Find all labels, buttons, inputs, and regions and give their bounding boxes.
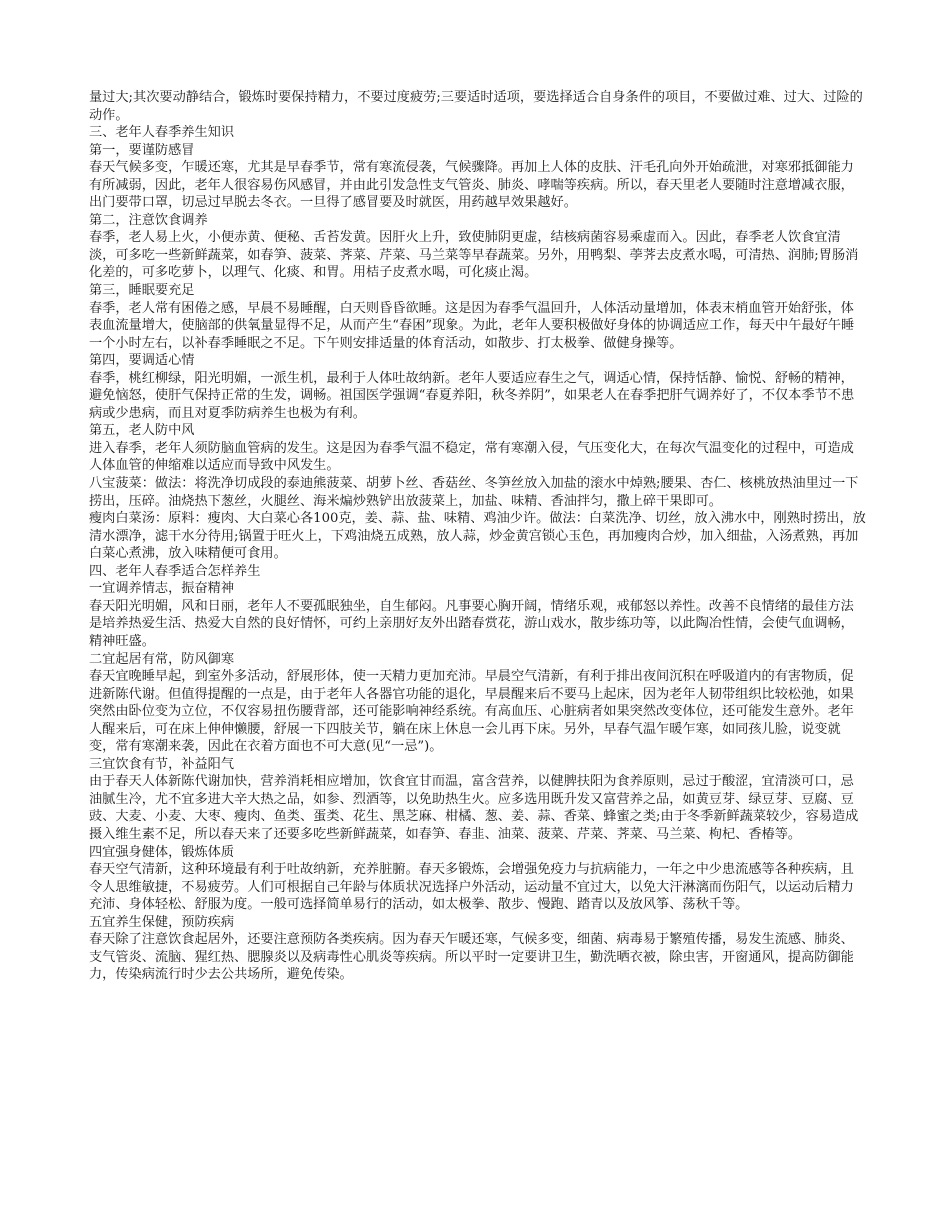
paragraph-sleep: 春季，老人常有困倦之感，早晨不易睡醒，白天则昏昏欲睡。这是因为春季气温回升，人体活动量增加，体表末梢血管开始舒张，体表血流量增大，使脑部的供氧量显得不足，从而产生“春困”现象。为此，老年人要积极做好身体的协调适应工作，每天中午最好午睡一个小时左右，以补春季睡眠之不足。下午则安排适量的体育活动，如散步、打太极拳、做健身操等。 — [89, 300, 855, 351]
subheading-cold: 第一，要谨防感冒 — [89, 142, 195, 158]
paragraph-routine: 春天宜晚睡早起，到室外多活动，舒展形体，使一天精力更加充沛。早晨空气清新，有利于排出夜间沉积在呼吸道内的有害物质，促进新陈代谢。但值得提醒的一点是，由于老年人各器官功能的退化，早晨醒来后不要马上起床，因为老年人韧带组织比较松弛，如果突然由卧位变为立位，不仅容易扭伤腰背部，还可能影响神经系统。有高血压、心脏病者如果突然改变体位，还可能发生意外。老年人醒来后，可在床上伸伸懒腰，舒展一下四肢关节，躺在床上休息一会儿再下床。另外，早春气温乍暖乍寒，如同孩儿脸，说变就变，常有寒潮来袭，因此在衣着方面也不可大意(见“一忌”)。 — [89, 669, 854, 755]
paragraph-fitness: 春天空气清新，这种环境最有利于吐故纳新，充养脏腑。春天多锻炼，会增强免疫力与抗病能力，一年之中少患流感等各种疾病，且令人思维敏捷，不易疲劳。人们可根据自己年龄与体质状况选择户外活动，运动量不宜过大，以免大汗淋漓而伤阳气，以运动后精力充沛、身体轻松、舒服为度。一般可选择简单易行的活动，如太极拳、散步、慢跑、踏青以及放风筝、荡秋千等。 — [89, 862, 854, 913]
subheading-food: 三宜饮食有节，补益阳气 — [89, 756, 235, 772]
paragraph-recipe-soup: 瘦肉白菜汤：原料：瘦肉、大白菜心各100克，姜、蒜、盐、味精、鸡油少许。做法：白菜洗净、切丝，放入沸水中，刚熟时捞出，放清水漂净，滤干水分待用;锅置于旺火上，下鸡油烧五成熟，放人蒜，炒金黄宫锁心玉色，再加瘦肉合炒，加入细盐，入汤煮熟，再加白菜心煮沸，放入味精便可食用。 — [89, 511, 866, 562]
paragraph-mood: 春季，桃红柳绿，阳光明媚，一派生机，最利于人体吐故纳新。老年人要适应春生之气，调适心情，保持恬静、愉悦、舒畅的精神，避免恼怒，使肝气保持正常的生发，调畅。祖国医学强调“春夏养阳，秋冬养阴”，如果老人在春季把肝气调养好了，不仅本季节不患病或少患病，而且对夏季防病养生也极为有利。 — [89, 370, 855, 421]
subheading-routine: 二宜起居有常，防风御寒 — [89, 651, 235, 667]
paragraph-cold: 春天气候多变，乍暖还寒，尤其是早春季节，常有寒流侵袭，气候骤降。再加上人体的皮肤、汗毛孔向外开始疏泄，对寒邪抵御能力有所减弱，因此，老年人很容易伤风感冒，并由此引发急性支气管炎、肺炎、哮喘等疾病。所以，春天里老人要随时注意增减衣服，出门要带口罩，切忌过早脱去冬衣。一旦得了感冒要及时就医，用药越早效果越好。 — [89, 160, 854, 211]
subheading-prevention: 五宜养生保健，预防疾病 — [89, 914, 235, 930]
paragraph-stroke: 进入春季，老年人须防脑血管病的发生。这是因为春季气温不稳定，常有寒潮入侵，气压变化大，在每次气温变化的过程中，可造成人体血管的伸缩难以适应而导致中风发生。 — [89, 440, 854, 474]
paragraph-exercise-advice: 量过大;其次要动静结合，锻炼时要保持精力，不要过度疲劳;三要适时适项，要选择适合自身条件的项目，不要做过难、过大、过险的动作。 — [89, 90, 863, 123]
paragraph-diet: 春季，老人易上火，小便赤黄、便秘、舌苔发黄。因肝火上升，致使肺阴更虚，结核病菌容易乘虚而入。因此，春季老人饮食宜清淡，可多吃一些新鲜蔬菜，如春笋、菠菜、荠菜、芹菜、马兰菜等早春蔬菜。另外，用鸭梨、荸荠去皮煮水喝，可清热、润肺;胃肠消化差的，可多吃萝卜，以理气、化痰、和胃。用桔子皮煮水喝，可化痰止渴。 — [89, 230, 859, 281]
paragraph-emotion: 春天阳光明媚，风和日丽，老年人不要孤眠独坐，自生郁闷。凡事要心胸开阔，情绪乐观，戒郁怒以养性。改善不良情绪的最佳方法是培养热爱生活、热爱大自然的良好情怀，可约上亲朋好友外出踏春赏花，游山戏水，散步练功等，以此陶冶性情，会使气血调畅，精神旺盛。 — [89, 598, 854, 649]
subheading-emotion: 一宜调养情志，振奋精神 — [89, 581, 235, 597]
paragraph-recipe-spinach: 八宝菠菜：做法：将洗净切成段的泰迪熊菠菜、胡萝卜丝、香菇丝、冬笋丝放入加盐的滚水中焯熟;腰果、杏仁、核桃放热油里过一下捞出，压碎。油烧热下葱丝，火腿丝、海米煸炒熟铲出放菠菜上，加盐、味精、香油拌匀，撒上碎干果即可。 — [89, 476, 859, 509]
subheading-stroke: 第五，老人防中风 — [89, 423, 195, 439]
section-heading-4: 四、老年人春季适合怎样养生 — [89, 563, 261, 579]
paragraph-food: 由于春天人体新陈代谢加快，营养消耗相应增加，饮食宜甘而温，富含营养，以健脾扶阳为食养原则，忌过于酸涩，宜清淡可口，忌油腻生冷，尤不宜多进大辛大热之品，如参、烈酒等，以免助热生火。应多选用既升发又富营养之品，如黄豆芽、绿豆芽、豆腐、豆豉、大麦、小麦、大枣、瘦肉、鱼类、蛋类、花生、黑芝麻、柑橘、葱、姜、蒜、香菜、蜂蜜之类;由于冬季新鲜蔬菜较少，容易造成摄入维生素不足，所以春天来了还要多吃些新鲜蔬菜，如春笋、春韭、油菜、菠菜、芹菜、荠菜、马兰菜、枸杞、香椿等。 — [89, 774, 859, 842]
subheading-fitness: 四宜强身健体，锻炼体质 — [89, 844, 235, 860]
subheading-mood: 第四，要调适心情 — [89, 353, 195, 369]
paragraph-prevention: 春天除了注意饮食起居外，还要注意预防各类疾病。因为春天乍暖还寒，气候多变，细菌、病毒易于繁殖传播，易发生流感、肺炎、支气管炎、流脑、猩红热、腮腺炎以及病毒性心肌炎等疾病。所以平时一定要讲卫生，勤洗晒衣被，除虫害，开窗通风，提高防御能力，传染病流行时少去公共场所，避免传染。 — [89, 932, 854, 983]
section-heading-3: 三、老年人春季养生知识 — [89, 125, 235, 141]
document-page — [89, 89, 867, 984]
subheading-sleep: 第三，睡眠要充足 — [89, 283, 195, 299]
subheading-diet: 第二，注意饮食调养 — [89, 212, 208, 228]
